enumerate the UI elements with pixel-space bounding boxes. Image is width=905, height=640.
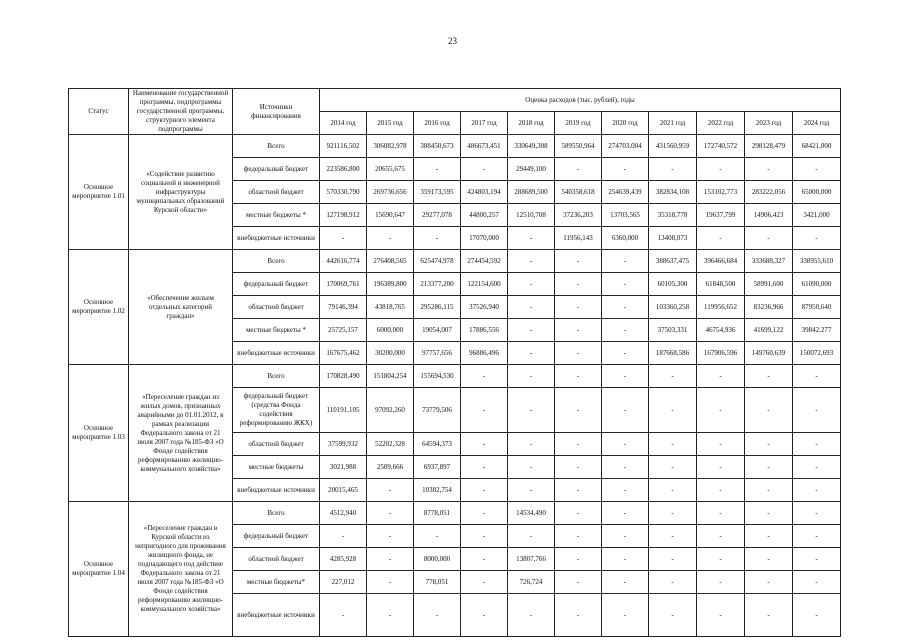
value-cell: 41699,122 (745, 319, 793, 342)
value-cell: 29277,078 (414, 204, 461, 227)
funding-source: внебюджетные источники (233, 479, 320, 502)
value-cell: 46754,936 (697, 319, 745, 342)
value-cell: - (793, 571, 841, 594)
value-cell: - (602, 319, 649, 342)
value-cell: 295286,115 (414, 296, 461, 319)
value-cell: 306082,978 (367, 135, 414, 158)
value-cell: - (697, 158, 745, 181)
value-cell: 298128,479 (745, 135, 793, 158)
value-cell: 396466,684 (697, 250, 745, 273)
value-cell: - (602, 433, 649, 456)
value-cell: - (320, 227, 367, 250)
value-cell: - (793, 388, 841, 433)
table-header (69, 89, 841, 135)
value-cell: 13807,766 (508, 548, 555, 571)
header-source: Источники финансирования (233, 89, 320, 135)
value-cell: - (602, 548, 649, 571)
value-cell: - (649, 433, 697, 456)
table-row (69, 250, 841, 273)
table-row (69, 502, 841, 525)
value-cell: 11956,143 (555, 227, 602, 250)
value-cell: 14534,490 (508, 502, 555, 525)
value-cell: - (508, 365, 555, 388)
value-cell: - (508, 456, 555, 479)
value-cell: - (697, 594, 745, 637)
value-cell: 97092,260 (367, 388, 414, 433)
value-cell: - (793, 548, 841, 571)
value-cell: 96886,496 (461, 342, 508, 365)
value-cell: 338955,610 (793, 250, 841, 273)
header-cost-estimate: Оценка расходов (тыс. рублей), годы (320, 89, 841, 112)
value-cell: 37503,331 (649, 319, 697, 342)
value-cell: 19054,007 (414, 319, 461, 342)
funding-source: областной бюджет (233, 296, 320, 319)
value-cell: - (745, 388, 793, 433)
value-cell: - (461, 571, 508, 594)
value-cell: - (555, 273, 602, 296)
value-cell: 227,012 (320, 571, 367, 594)
value-cell: 64594,373 (414, 433, 461, 456)
value-cell: - (367, 502, 414, 525)
event-name: «Обеспечение жильем отдельных категорий граждан» (129, 250, 233, 365)
value-cell: - (745, 456, 793, 479)
value-cell: 4512,940 (320, 502, 367, 525)
value-cell: - (461, 594, 508, 637)
funding-source: внебюджетные источники (233, 227, 320, 250)
value-cell: 13408,073 (649, 227, 697, 250)
budget-table (68, 88, 841, 637)
value-cell: - (508, 319, 555, 342)
value-cell: - (649, 479, 697, 502)
header-year: 2019 год (555, 112, 602, 135)
value-cell: - (555, 571, 602, 594)
value-cell: - (367, 479, 414, 502)
value-cell: - (745, 571, 793, 594)
value-cell: 119956,652 (697, 296, 745, 319)
value-cell: 155694,530 (414, 365, 461, 388)
value-cell: - (602, 525, 649, 548)
value-cell: 431560,959 (649, 135, 697, 158)
value-cell: 187668,586 (649, 342, 697, 365)
value-cell: 79146,394 (320, 296, 367, 319)
value-cell: 30200,000 (367, 342, 414, 365)
value-cell: - (555, 525, 602, 548)
value-cell: - (602, 365, 649, 388)
value-cell: 589550,964 (555, 135, 602, 158)
value-cell: - (414, 594, 461, 637)
header-year: 2024 год (793, 112, 841, 135)
value-cell: 19637,799 (697, 204, 745, 227)
value-cell: - (793, 158, 841, 181)
value-cell: - (745, 548, 793, 571)
value-cell: - (461, 502, 508, 525)
value-cell: 388637,475 (649, 250, 697, 273)
value-cell: 65000,000 (793, 181, 841, 204)
value-cell: 921116,502 (320, 135, 367, 158)
value-cell: - (367, 548, 414, 571)
value-cell: - (793, 456, 841, 479)
value-cell: 213377,200 (414, 273, 461, 296)
value-cell: - (555, 594, 602, 637)
value-cell: 151804,254 (367, 365, 414, 388)
funding-source: областной бюджет (233, 433, 320, 456)
value-cell: 276408,565 (367, 250, 414, 273)
value-cell: - (367, 227, 414, 250)
value-cell: 83236,966 (745, 296, 793, 319)
funding-source: федеральный бюджет (233, 158, 320, 181)
table-row (69, 365, 841, 388)
value-cell: 61090,000 (793, 273, 841, 296)
value-cell: 61848,500 (697, 273, 745, 296)
value-cell: 110191,105 (320, 388, 367, 433)
header-year: 2018 год (508, 112, 555, 135)
header-year: 2020 год (602, 112, 649, 135)
value-cell: 25725,157 (320, 319, 367, 342)
value-cell: 274703,004 (602, 135, 649, 158)
funding-source: внебюджетные источники (233, 594, 320, 637)
value-cell: 17886,556 (461, 319, 508, 342)
value-cell: 43818,765 (367, 296, 414, 319)
value-cell: - (697, 365, 745, 388)
header-year: 2015 год (367, 112, 414, 135)
event-status: Основное мероприятие 1.04 (69, 502, 129, 637)
value-cell: - (793, 433, 841, 456)
value-cell: 288689,500 (508, 181, 555, 204)
value-cell: - (697, 502, 745, 525)
funding-source: Всего (233, 502, 320, 525)
value-cell: - (508, 594, 555, 637)
value-cell: - (602, 296, 649, 319)
value-cell: 330649,308 (508, 135, 555, 158)
funding-source: федеральный бюджет (233, 273, 320, 296)
value-cell: - (745, 594, 793, 637)
value-cell: - (649, 456, 697, 479)
value-cell: 167906,596 (697, 342, 745, 365)
value-cell: - (697, 479, 745, 502)
value-cell: 17070,000 (461, 227, 508, 250)
header-year: 2016 год (414, 112, 461, 135)
value-cell: 6360,000 (602, 227, 649, 250)
value-cell: - (649, 594, 697, 637)
value-cell: - (697, 571, 745, 594)
value-cell: - (602, 571, 649, 594)
value-cell: 424803,194 (461, 181, 508, 204)
value-cell: 6937,897 (414, 456, 461, 479)
value-cell: 122154,600 (461, 273, 508, 296)
value-cell: - (793, 227, 841, 250)
value-cell: 13703,565 (602, 204, 649, 227)
value-cell: - (555, 158, 602, 181)
funding-source: местные бюджеты (233, 456, 320, 479)
value-cell: 60105,300 (649, 273, 697, 296)
event-name: «Содействие развитию социальной и инженерной инфраструктуры муниципальных образований Курской области» (129, 135, 233, 250)
value-cell: - (555, 548, 602, 571)
value-cell: - (461, 479, 508, 502)
value-cell: - (508, 525, 555, 548)
value-cell: - (745, 158, 793, 181)
value-cell: - (602, 502, 649, 525)
value-cell: 73779,506 (414, 388, 461, 433)
value-cell: - (793, 525, 841, 548)
value-cell: 333688,327 (745, 250, 793, 273)
value-cell: 15690,647 (367, 204, 414, 227)
value-cell: 223586,800 (320, 158, 367, 181)
value-cell: - (508, 273, 555, 296)
event-status: Основное мероприятие 1.03 (69, 365, 129, 502)
value-cell: - (461, 456, 508, 479)
value-cell: - (508, 479, 555, 502)
value-cell: 153102,773 (697, 181, 745, 204)
table-row (69, 135, 841, 158)
funding-source: областной бюджет (233, 548, 320, 571)
value-cell: 10382,754 (414, 479, 461, 502)
value-cell: - (555, 319, 602, 342)
value-cell: - (555, 250, 602, 273)
value-cell: - (649, 158, 697, 181)
value-cell: - (602, 250, 649, 273)
value-cell: 442616,774 (320, 250, 367, 273)
value-cell: - (461, 548, 508, 571)
value-cell: - (793, 365, 841, 388)
value-cell: 58991,600 (745, 273, 793, 296)
event-name: «Переселение граждан из жилых домов, признанных аварийными до 01.01.2012, в рамках реализации Федерального закона от 21 июля 2007 года №185-ФЗ «О Фонде содействия реформированию жилищно-коммунального хозяйства» (129, 365, 233, 502)
value-cell: - (555, 365, 602, 388)
value-cell: - (555, 388, 602, 433)
value-cell: - (602, 594, 649, 637)
value-cell: - (320, 525, 367, 548)
value-cell: - (793, 594, 841, 637)
event-name: «Переселение граждан в Курской области из непригодного для проживания жилищного фонда, не подпадающего под действие Федерального закона от 21 июля 2007 года №185-ФЗ «О Фонде содействия реформированию жилищно-коммунального хозяйства» (129, 502, 233, 637)
value-cell: - (745, 525, 793, 548)
value-cell: - (745, 227, 793, 250)
value-cell: - (508, 433, 555, 456)
value-cell: - (367, 594, 414, 637)
value-cell: 3021,988 (320, 456, 367, 479)
value-cell: - (508, 296, 555, 319)
value-cell: 20655,675 (367, 158, 414, 181)
value-cell: 44800,257 (461, 204, 508, 227)
value-cell: 37599,932 (320, 433, 367, 456)
value-cell: 39842,277 (793, 319, 841, 342)
value-cell: - (745, 365, 793, 388)
funding-source: Всего (233, 250, 320, 273)
value-cell: 6000,000 (367, 319, 414, 342)
funding-source: местные бюджеты* (233, 571, 320, 594)
value-cell: 68421,000 (793, 135, 841, 158)
value-cell: - (414, 227, 461, 250)
value-cell: - (508, 227, 555, 250)
value-cell: 2509,666 (367, 456, 414, 479)
value-cell: 103360,258 (649, 296, 697, 319)
value-cell: 570330,790 (320, 181, 367, 204)
page-number: 23 (448, 36, 457, 46)
value-cell: 196389,800 (367, 273, 414, 296)
value-cell: - (745, 479, 793, 502)
value-cell: - (414, 525, 461, 548)
value-cell: - (602, 388, 649, 433)
funding-source: Всего (233, 365, 320, 388)
value-cell: - (508, 388, 555, 433)
value-cell: - (555, 502, 602, 525)
value-cell: 29449,100 (508, 158, 555, 181)
header-year: 2023 год (745, 112, 793, 135)
header-year: 2017 год (461, 112, 508, 135)
table-body (69, 135, 841, 637)
value-cell: 170069,761 (320, 273, 367, 296)
funding-source: внебюджетные источники (233, 342, 320, 365)
funding-source: местные бюджеты * (233, 319, 320, 342)
value-cell: - (602, 342, 649, 365)
value-cell: - (649, 365, 697, 388)
header-year: 2014 год (320, 112, 367, 135)
value-cell: - (461, 365, 508, 388)
value-cell: 382834,108 (649, 181, 697, 204)
value-cell: 388450,673 (414, 135, 461, 158)
value-cell: 35318,778 (649, 204, 697, 227)
value-cell: 97757,656 (414, 342, 461, 365)
value-cell: - (697, 456, 745, 479)
value-cell: - (461, 158, 508, 181)
value-cell: - (508, 342, 555, 365)
value-cell: - (697, 227, 745, 250)
value-cell: 254639,439 (602, 181, 649, 204)
value-cell: 8778,051 (414, 502, 461, 525)
value-cell: - (602, 456, 649, 479)
value-cell: 172740,572 (697, 135, 745, 158)
value-cell: - (602, 273, 649, 296)
value-cell: - (367, 525, 414, 548)
value-cell: - (508, 250, 555, 273)
value-cell: 486673,451 (461, 135, 508, 158)
value-cell: 269736,656 (367, 181, 414, 204)
value-cell: 3421,000 (793, 204, 841, 227)
value-cell: 283222,056 (745, 181, 793, 204)
header-year: 2021 год (649, 112, 697, 135)
value-cell: 127198,912 (320, 204, 367, 227)
value-cell: - (649, 548, 697, 571)
value-cell: - (793, 479, 841, 502)
value-cell: 170828,490 (320, 365, 367, 388)
value-cell: - (555, 456, 602, 479)
funding-source: областной бюджет (233, 181, 320, 204)
funding-source: Всего (233, 135, 320, 158)
value-cell: - (367, 571, 414, 594)
value-cell: - (649, 388, 697, 433)
value-cell: - (649, 502, 697, 525)
funding-source: федеральный бюджет (233, 525, 320, 548)
value-cell: - (602, 479, 649, 502)
value-cell: - (745, 502, 793, 525)
value-cell: - (697, 388, 745, 433)
value-cell: 540358,618 (555, 181, 602, 204)
value-cell: - (697, 525, 745, 548)
value-cell: 274454,592 (461, 250, 508, 273)
value-cell: - (555, 433, 602, 456)
funding-source: местные бюджеты * (233, 204, 320, 227)
value-cell: - (461, 433, 508, 456)
value-cell: 8000,000 (414, 548, 461, 571)
value-cell: 778,051 (414, 571, 461, 594)
value-cell: 149760,639 (745, 342, 793, 365)
header-status: Статус (69, 89, 129, 135)
value-cell: - (555, 342, 602, 365)
value-cell: - (649, 525, 697, 548)
value-cell: - (649, 571, 697, 594)
value-cell: - (461, 388, 508, 433)
value-cell: 52202,328 (367, 433, 414, 456)
value-cell: 359173,595 (414, 181, 461, 204)
value-cell: - (697, 548, 745, 571)
value-cell: - (320, 594, 367, 637)
value-cell: - (414, 158, 461, 181)
value-cell: 167675,462 (320, 342, 367, 365)
header-name: Наименование государственной программы, подпрограммы государственной программы, структурного элемента подпрограммы (129, 89, 233, 135)
value-cell: 37236,203 (555, 204, 602, 227)
value-cell: - (793, 502, 841, 525)
header-year: 2022 год (697, 112, 745, 135)
value-cell: 12510,708 (508, 204, 555, 227)
event-status: Основное мероприятие 1.02 (69, 250, 129, 365)
value-cell: 14906,423 (745, 204, 793, 227)
value-cell: 20015,465 (320, 479, 367, 502)
value-cell: - (602, 158, 649, 181)
value-cell: 87950,640 (793, 296, 841, 319)
value-cell: - (745, 433, 793, 456)
value-cell: - (461, 525, 508, 548)
value-cell: - (697, 433, 745, 456)
value-cell: - (555, 479, 602, 502)
value-cell: - (555, 296, 602, 319)
value-cell: 4285,928 (320, 548, 367, 571)
event-status: Основное мероприятие 1.01 (69, 135, 129, 250)
value-cell: 37526,940 (461, 296, 508, 319)
funding-source: федеральный бюджет (средства Фонда содействия реформированию ЖКХ) (233, 388, 320, 433)
value-cell: 625474,978 (414, 250, 461, 273)
value-cell: 150072,693 (793, 342, 841, 365)
value-cell: 726,724 (508, 571, 555, 594)
